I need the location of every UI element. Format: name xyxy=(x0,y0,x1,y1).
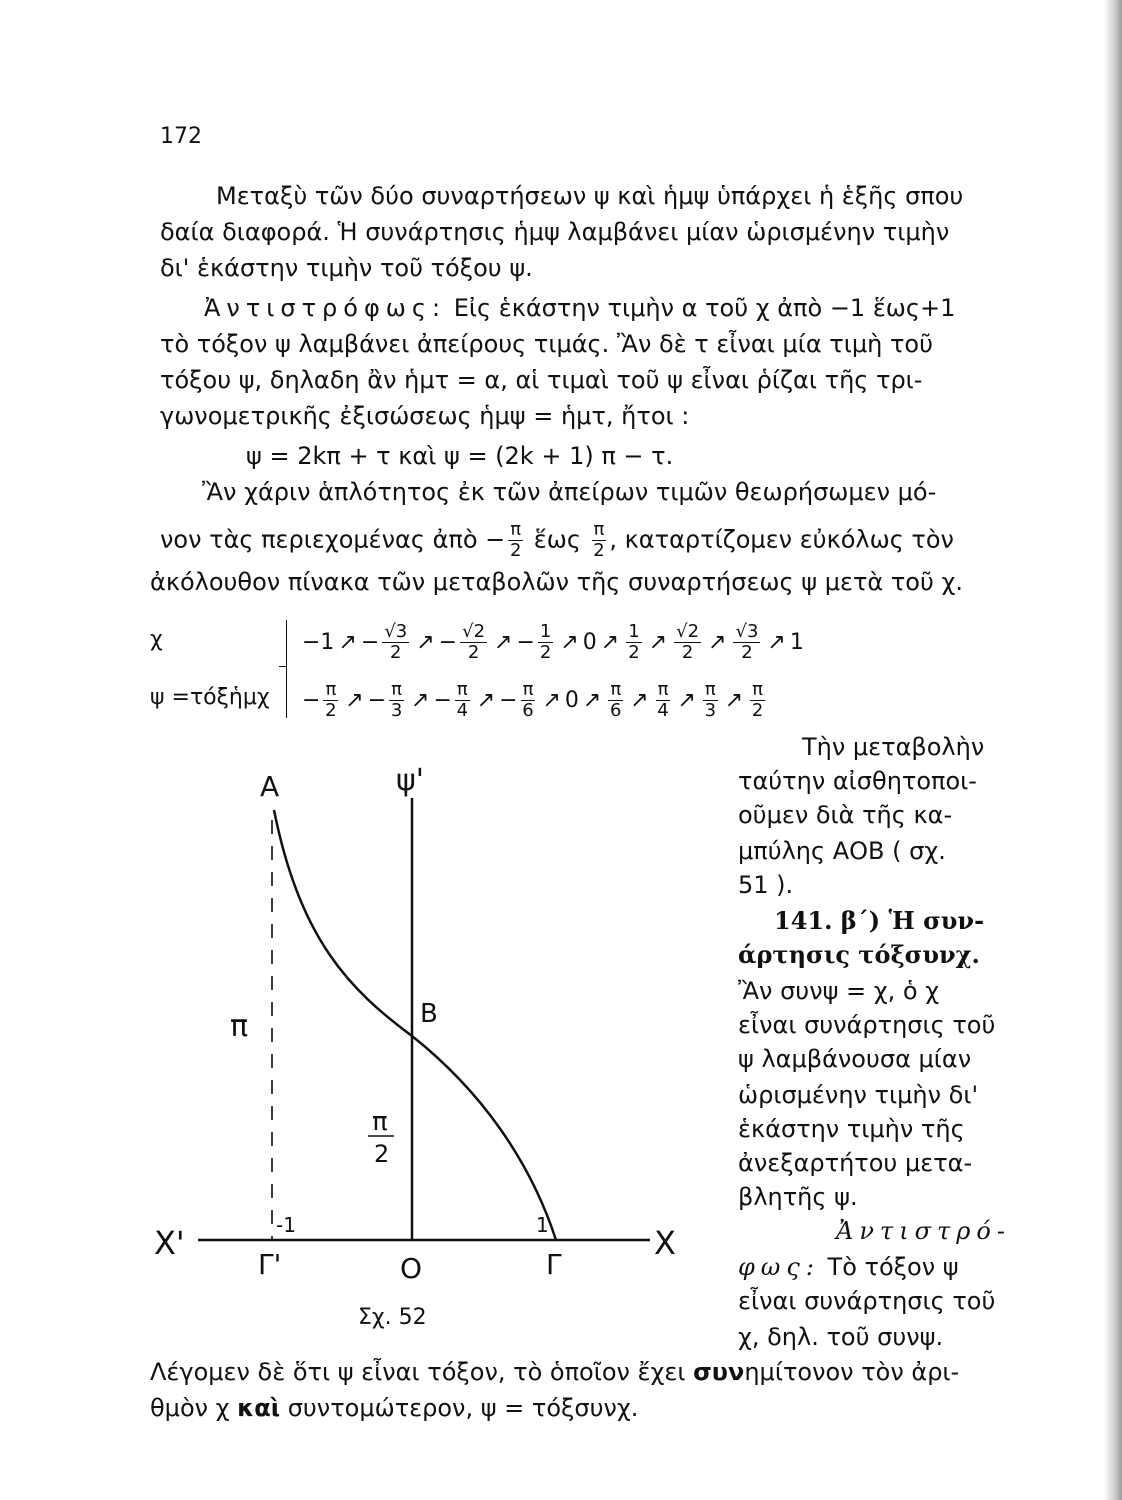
increase-arrow-icon: ↗ xyxy=(767,629,786,655)
fraction-denominator: 2 xyxy=(467,641,480,663)
fraction-numerator: π xyxy=(593,519,605,540)
table-row2-label: ψ =τόξἡμχ xyxy=(150,685,270,710)
fraction-denominator: 2 xyxy=(390,641,402,663)
fraction-denominator: 3 xyxy=(704,699,717,721)
para2-lead: Ἀντιστρόφως: xyxy=(204,294,447,322)
fraction-numerator: π xyxy=(657,678,669,700)
final-line1-bold: συν xyxy=(693,1358,745,1386)
table-fraction xyxy=(389,680,404,721)
table-fraction xyxy=(323,680,338,721)
label-half-pi-num: π xyxy=(372,1107,388,1137)
table-fraction xyxy=(608,680,623,721)
increase-arrow-icon: ↗ xyxy=(416,629,435,655)
fraction-denominator: 2 xyxy=(593,540,605,561)
para2-line-1 xyxy=(204,292,955,324)
increase-arrow-icon: ↗ xyxy=(560,629,579,655)
increase-arrow-icon: ↗ xyxy=(600,629,620,655)
label-X-prime: Χ' xyxy=(154,1224,185,1262)
increase-arrow-icon: ↗ xyxy=(345,687,364,713)
table-cell xyxy=(671,622,704,663)
table-fraction xyxy=(460,622,487,663)
table-sign: − xyxy=(433,687,452,713)
fraction-denominator: 2 xyxy=(509,540,522,561)
table-cell xyxy=(747,680,768,721)
label-A: Α xyxy=(260,770,280,803)
increase-arrow-icon: ↗ xyxy=(582,687,602,713)
sidebar-line-3: οῦμεν διὰ τῆς κα- xyxy=(738,801,953,829)
label-psi-prime: ψ' xyxy=(396,763,425,798)
fraction-numerator: π xyxy=(752,678,763,700)
table-row1-label: χ xyxy=(150,627,163,652)
fraction-pi-over-2 xyxy=(508,520,523,561)
table-cell xyxy=(565,688,579,713)
fraction-numerator: √2 xyxy=(676,620,700,642)
table-fraction xyxy=(382,622,409,663)
para2-line-2: τὸ τόξον ψ λαμβάνει ἀπείρους τιμάς. Ἂν δὲ τ εἶναι μία τιμὴ τοῦ xyxy=(160,330,933,358)
table-cell xyxy=(605,680,626,721)
para2-line-4: γωνομετρικῆς ἐξισώσεως ἡμψ = ἡμτ, ἤτοι : xyxy=(160,402,690,430)
table-fraction xyxy=(626,622,641,663)
page-number: 172 xyxy=(160,124,202,149)
label-plus-one: 1 xyxy=(536,1213,549,1237)
table-sign: − xyxy=(302,687,321,713)
sidebar2-line-5: ἑκάστην τιμὴν τῆς xyxy=(738,1115,965,1143)
para3-line-2 xyxy=(160,520,954,561)
table-cell xyxy=(516,622,556,663)
fraction-denominator: 2 xyxy=(741,641,753,663)
table-cell xyxy=(790,630,804,655)
table-value: 0 xyxy=(564,687,579,713)
fraction-pi-over-2 xyxy=(592,520,607,561)
table-sign: − xyxy=(438,629,458,655)
final-line1-post: ημίτονον τὸν ἀρι- xyxy=(744,1358,960,1386)
sidebar3-line-4: χ, δηλ. τοῦ συνψ. xyxy=(738,1323,944,1351)
table-sign: − xyxy=(367,687,387,713)
table-fraction xyxy=(674,622,701,663)
para2-line-3: τόξου ψ, δηλαδη ἂν ἡμτ = α, αἱ τιμαὶ τοῦ ψ εἶναι ῥίζαι τῆς τρι- xyxy=(160,366,923,394)
table-cell xyxy=(730,622,763,663)
label-minus-one: -1 xyxy=(276,1213,296,1237)
para3-line2-post: , καταρτίζομεν εὐκόλως τὸν xyxy=(609,525,954,554)
fraction-denominator: 2 xyxy=(751,699,764,721)
label-O: Ο xyxy=(400,1252,423,1285)
fraction-numerator: π xyxy=(510,519,522,540)
fraction-numerator: 1 xyxy=(539,620,552,642)
sidebar2-line-1: Ἂν συνψ = χ, ὁ χ xyxy=(738,977,940,1005)
fraction-numerator: π xyxy=(522,678,534,700)
fraction-denominator: 4 xyxy=(657,699,669,721)
sidebar3-line-2 xyxy=(738,1252,959,1282)
table-cell xyxy=(302,630,334,655)
table-value: 0 xyxy=(582,629,597,655)
sidebar2-line-7: βλητῆς ψ. xyxy=(738,1183,858,1211)
table-cell xyxy=(368,680,407,721)
section-heading-141: 141. β΄) Ἡ συν- xyxy=(774,906,985,935)
fraction-numerator: π xyxy=(325,678,337,700)
table-sign: − xyxy=(499,687,518,713)
increase-arrow-icon: ↗ xyxy=(411,687,430,713)
fraction-denominator: 2 xyxy=(628,641,640,663)
para2-line1-rest: Εἰς ἑκάστην τιμὴν α τοῦ χ ἀπὸ −1 ἕως+1 xyxy=(453,294,956,322)
fraction-denominator: 6 xyxy=(522,699,534,721)
sidebar2-line-6: ἀνεξαρτήτου μετα- xyxy=(738,1149,973,1177)
fraction-numerator: √3 xyxy=(735,620,759,642)
fraction-denominator: 6 xyxy=(610,699,622,721)
fraction-denominator: 2 xyxy=(325,699,337,721)
table-fraction xyxy=(521,680,536,721)
sidebar-line-1: Τὴν μεταβολὴν xyxy=(802,733,985,761)
figure-caption: Σχ. 52 xyxy=(358,1305,427,1330)
para3-line-3: ἀκόλουθον πίνακα τῶν μεταβολῶν τῆς συναρτήσεως ψ μετὰ τοῦ χ. xyxy=(150,568,963,596)
final-line2-bold: καὶ xyxy=(237,1394,281,1422)
sidebar3-italic-cont: φως: xyxy=(738,1253,820,1281)
label-G-prime: Γ' xyxy=(258,1248,282,1281)
label-G: Γ xyxy=(546,1248,562,1281)
label-B: Β xyxy=(420,999,438,1029)
label-X: Χ xyxy=(654,1224,676,1262)
table-cell xyxy=(439,622,490,663)
final-line-1 xyxy=(150,1356,959,1388)
para1-line-1: Μεταξὺ τῶν δύο συναρτήσεων ψ καὶ ἡμψ ὑπάρχει ἡ ἑξῆς σπου xyxy=(216,182,964,210)
fraction-numerator: π xyxy=(610,678,622,700)
increase-arrow-icon: ↗ xyxy=(476,687,496,713)
para1-line-3: δι' ἑκάστην τιμὴν τοῦ τόξου ψ. xyxy=(160,254,533,282)
final-line2-pre: θμὸν χ xyxy=(150,1394,238,1422)
fraction-numerator: π xyxy=(456,678,468,700)
fraction-numerator: π xyxy=(704,678,716,700)
fraction-numerator: 1 xyxy=(628,620,640,642)
fraction-denominator: 2 xyxy=(681,641,694,663)
table-cell xyxy=(302,680,341,721)
table-brace xyxy=(286,620,299,718)
label-half-pi-den: 2 xyxy=(374,1140,390,1168)
table-cell xyxy=(623,622,644,663)
table-row-psi xyxy=(302,672,768,728)
para3-line2-mid: ἕως xyxy=(526,525,589,554)
label-pi: π xyxy=(230,1009,249,1044)
fraction-denominator: 2 xyxy=(539,641,552,663)
final-line2-post: συντομώτερον, ψ = τόξσυνχ. xyxy=(280,1394,639,1422)
sidebar3-line2-rest: Τὸ τόξον ψ xyxy=(819,1253,959,1281)
sidebar2-line-4: ὡρισμένην τιμὴν δι' xyxy=(738,1081,979,1109)
table-cell xyxy=(361,622,412,663)
table-fraction xyxy=(656,680,671,721)
final-line1-pre: Λέγομεν δὲ ὅτι ψ εἶναι τόξον, τὸ ὁποῖον ἔχει xyxy=(150,1358,694,1386)
figure-52 xyxy=(150,740,710,1340)
increase-arrow-icon: ↗ xyxy=(648,629,668,655)
sidebar3-line-3: εἶναι συνάρτησις τοῦ xyxy=(738,1287,996,1315)
table-value: −1 xyxy=(302,629,335,655)
fraction-denominator: 3 xyxy=(390,699,403,721)
table-sign: − xyxy=(360,629,380,655)
sidebar-line-5: 51 ). xyxy=(738,871,794,899)
arccos-curve xyxy=(274,810,556,1240)
para1-line-2: δαία διαφορά. Ἡ συνάρτησις ἡμψ λαμβάνει μίαν ὡρισμένην τιμὴν xyxy=(160,218,950,246)
sidebar-line-2: ταύτην αἰσθητοποι- xyxy=(738,767,977,795)
table-cell xyxy=(433,680,472,721)
table-fraction xyxy=(703,680,718,721)
fraction-numerator: √2 xyxy=(462,620,486,642)
table-cell xyxy=(653,680,674,721)
increase-arrow-icon: ↗ xyxy=(724,687,744,713)
formula: ψ = 2kπ + τ καὶ ψ = (2k + 1) π − τ. xyxy=(246,442,674,470)
increase-arrow-icon: ↗ xyxy=(708,629,727,655)
section-heading-141-cont: άρτησις τόξσυνχ. xyxy=(738,940,980,969)
sidebar2-line-2: εἶναι συνάρτησις τοῦ xyxy=(738,1011,996,1039)
para3-line2-pre: νον τὰς περιεχομένας ἀπὸ − xyxy=(160,525,506,554)
fraction-numerator: √3 xyxy=(384,620,408,642)
fraction-numerator: π xyxy=(391,678,402,700)
table-value: 1 xyxy=(789,629,804,655)
table-fraction xyxy=(733,622,760,663)
table-fraction xyxy=(538,622,553,663)
increase-arrow-icon: ↗ xyxy=(630,687,649,713)
page-edge-shadow xyxy=(1104,0,1122,1500)
increase-arrow-icon: ↗ xyxy=(542,687,561,713)
sidebar3-italic-lead: Ἀντιστρό- xyxy=(836,1217,1011,1245)
sidebar-line-4: μπύλης ΑΟΒ ( σχ. xyxy=(738,837,946,865)
increase-arrow-icon: ↗ xyxy=(338,629,357,655)
para3-line-1: Ἂν χάριν ἁπλότητος ἐκ τῶν ἀπείρων τιμῶν θεωρήσωμεν μό- xyxy=(202,478,937,506)
table-cell xyxy=(583,630,597,655)
table-fraction xyxy=(750,680,765,721)
table-sign: − xyxy=(516,629,535,655)
increase-arrow-icon: ↗ xyxy=(494,629,513,655)
table-fraction xyxy=(455,680,470,721)
increase-arrow-icon: ↗ xyxy=(677,687,696,713)
table-cell xyxy=(499,680,538,721)
table-row-x xyxy=(302,614,804,670)
table-cell xyxy=(700,680,721,721)
sidebar2-line-3: ψ λαμβάνουσα μίαν xyxy=(738,1045,972,1073)
fraction-denominator: 4 xyxy=(456,699,469,721)
final-line-2 xyxy=(150,1392,638,1424)
